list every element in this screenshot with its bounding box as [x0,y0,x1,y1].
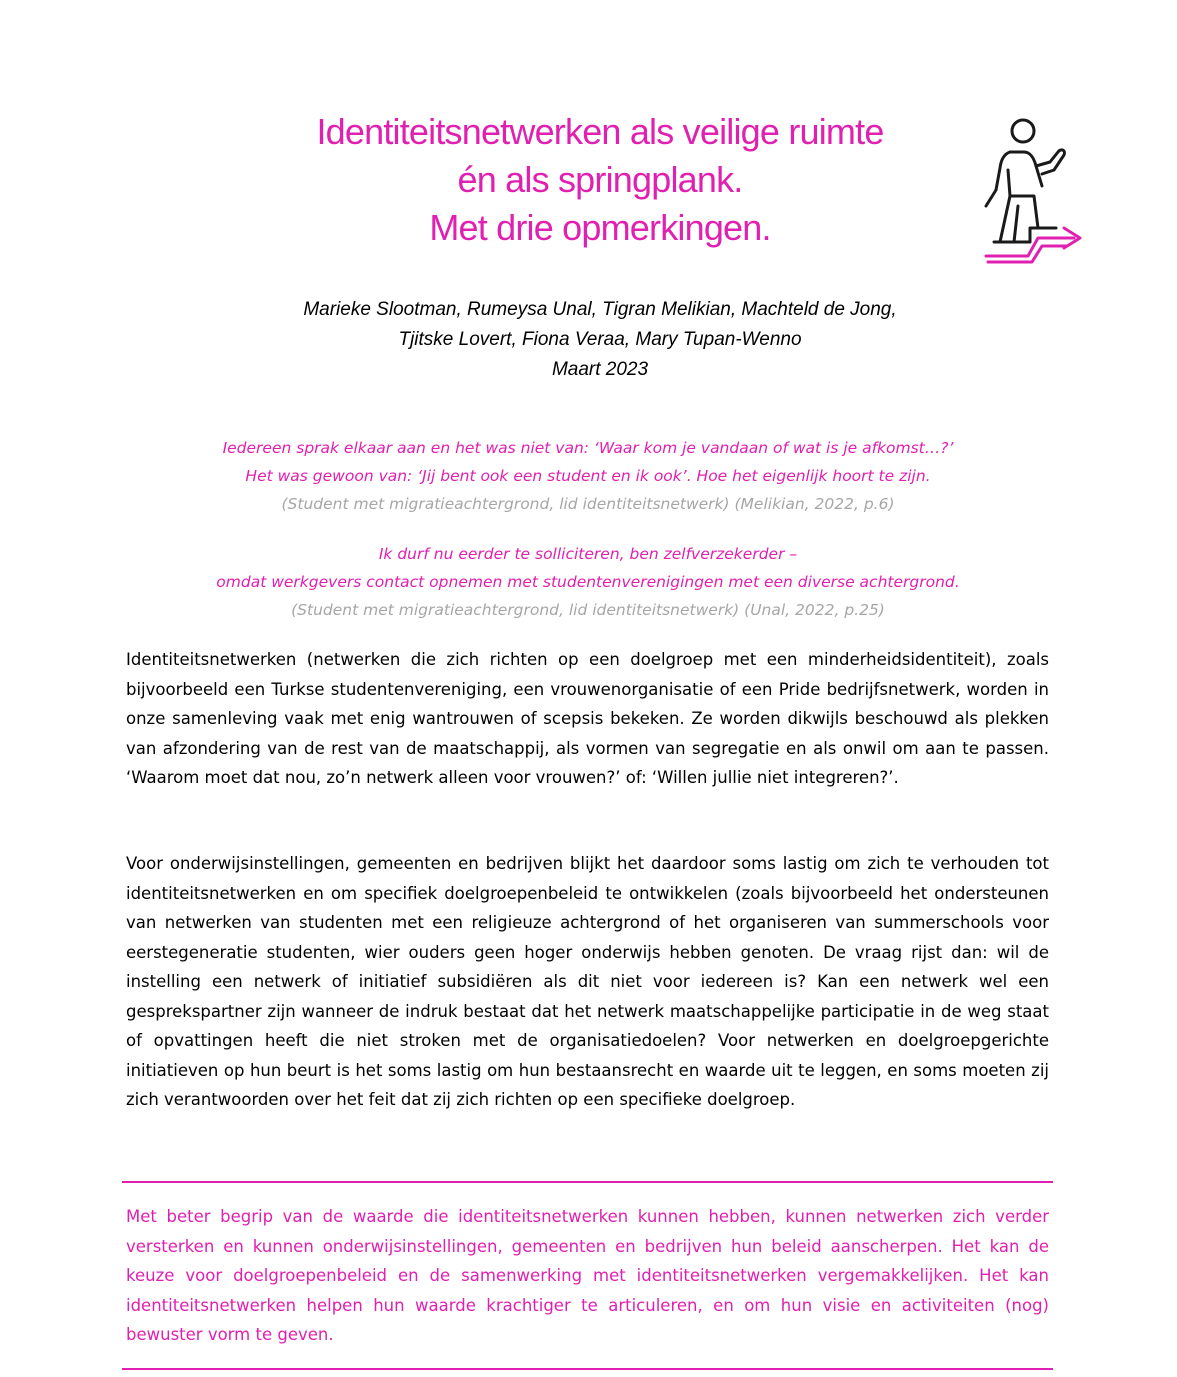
quote-source: (Student met migratieachtergrond, lid identiteitsnetwerk) (Unal, 2022, p.25) [291,601,885,619]
quote-line: Iedereen sprak elkaar aan en het was niet van: ‘Waar kom je vandaan of wat is je afkomst…?’ [222,439,954,457]
quote-block [110,540,1066,624]
quote-line: Het was gewoon van: ‘Jij bent ook een student en ik ook’. Hoe het eigenlijk hoort te zijn. [245,467,931,485]
divider [122,1368,1053,1370]
title-line-2: én als springplank. [457,159,743,200]
publication-date: Maart 2023 [551,359,649,380]
title-line-3: Met drie opmerkingen. [429,207,771,248]
quote-block [110,434,1066,518]
person-climbing-steps-arrow-icon [966,112,1088,270]
author-block [180,295,1020,385]
title-line-1: Identiteitsnetwerken als veilige ruimte [316,111,884,152]
quote-line: omdat werkgevers contact opnemen met studentenverenigingen met een diverse achtergrond. [216,573,960,591]
authors-line-2: Tjitske Lovert, Fiona Veraa, Mary Tupan-Wenno [398,329,802,350]
quote-source: (Student met migratieachtergrond, lid identiteitsnetwerk) (Melikian, 2022, p.6) [281,495,895,513]
authors-line-1: Marieke Slootman, Rumeysa Unal, Tigran Melikian, Machteld de Jong, [303,299,897,320]
body-paragraph: Identiteitsnetwerken (netwerken die zich richten op een doelgroep met een minderheidsidentiteit), zoals bijvoorbeeld een Turkse studentenvereniging, een vrouwenorganisatie of een Pride bedrijfsnetwerk, worden in onze samenleving vaak met enig wantrouwen of scepsis bekeken. Ze worden dikwijls beschouwd als plekken van afzondering van de rest van de maatschappij, als vormen van segregatie en als onwil om aan te passen. ‘Waarom moet dat nou, zo’n netwerk alleen voor vrouwen?’ of: ‘Willen jullie niet integreren?’. [126,650,1049,787]
highlight-paragraph: Met beter begrip van de waarde die identiteitsnetwerken kunnen hebben, kunnen netwerken zich verder versterken en kunnen onderwijsinstellingen, gemeenten en bedrijven hun beleid aanscherpen. Het kan de keuze voor doelgroepenbeleid en de samenwerking met identiteitsnetwerken vergemakkelijken. Het kan identiteitsnetwerken helpen hun waarde krachtiger te articuleren, en om hun visie en activiteiten (nog) bewuster vorm te geven. [126,1207,1049,1344]
divider [122,1181,1053,1183]
body-paragraph: Voor onderwijsinstellingen, gemeenten en bedrijven blijkt het daardoor soms lastig om zich te verhouden tot identiteitsnetwerken en om specifiek doelgroepenbeleid te ontwikkelen (zoals bijvoorbeeld het ondersteunen van netwerken van studenten met een religieuze achtergrond of het organiseren van summerschools voor eerstegeneratie studenten, wier ouders geen hoger onderwijs hebben genoten. De vraag rijst dan: wil de instelling een netwerk of initiatief subsidiëren als dit niet voor iedereen is? Kan een netwerk wel een gesprekspartner zijn wanneer de indruk bestaat dat het netwerk maatschappelijke participatie in de weg staat of opvattingen heeft die niet stroken met de organisatiedoelen? Voor netwerken en doelgroepgerichte initiatieven op hun beurt is het soms lastig om hun bestaansrecht en waarde uit te leggen, en soms moeten zij zich verantwoorden over het feit dat zij zich richten op een specifieke doelgroep. [126,854,1049,1109]
document-title [180,108,1020,252]
quote-line: Ik durf nu eerder te solliciteren, ben zelfverzekerder – [378,545,798,563]
